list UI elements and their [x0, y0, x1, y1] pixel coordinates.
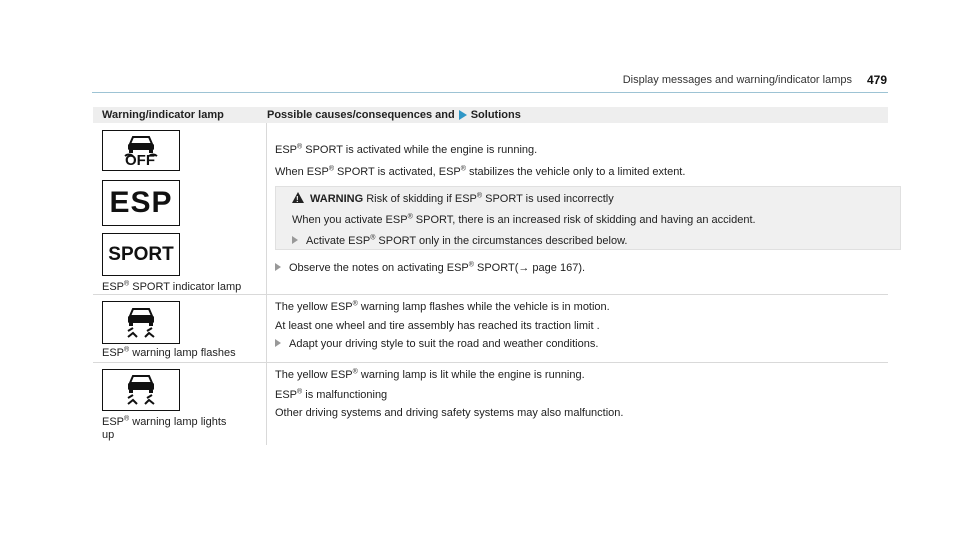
registered-mark: ®	[124, 346, 130, 354]
step-arrow-icon	[275, 339, 281, 347]
table-row	[93, 295, 888, 363]
cause-line	[275, 143, 537, 157]
registered-mark: ®	[328, 165, 334, 173]
col-header-causes-text: Possible causes/consequences and	[267, 109, 455, 121]
registered-mark: ®	[297, 143, 303, 151]
lamp-label-part: ESP	[102, 281, 125, 293]
col-header-solutions-text: Solutions	[470, 109, 521, 121]
registered-mark: ®	[468, 261, 474, 269]
text-part: SPORT is used incorrectly	[482, 193, 614, 205]
step-arrow-icon	[292, 236, 298, 244]
lamp-label	[102, 346, 236, 360]
causes-cell	[266, 363, 888, 445]
text-part: SPORT is activated, ESP	[333, 166, 461, 178]
text-part: warning lamp flashes while the vehicle is in motion.	[357, 301, 610, 313]
text-part: SPORT is activated while the engine is running.	[302, 144, 538, 156]
text-part: The yellow ESP	[275, 369, 353, 381]
lamp-label	[102, 280, 241, 294]
page-number: 479	[866, 73, 887, 87]
text-part: When ESP	[275, 166, 329, 178]
table-row	[93, 123, 888, 295]
solutions-arrow-icon	[459, 110, 467, 120]
lamp-label	[102, 415, 226, 429]
warning-box	[275, 186, 901, 250]
esp-warning-icon	[102, 301, 180, 344]
warning-step	[292, 234, 627, 248]
text-part: Risk of skidding if ESP	[366, 193, 477, 205]
sport-icon-text: SPORT	[108, 243, 174, 265]
lamp-cell	[93, 295, 266, 362]
registered-mark: ®	[352, 368, 358, 376]
text-part: stabilizes the vehicle only to a limited extent.	[465, 166, 686, 178]
warning-title: WARNING	[310, 193, 364, 205]
warning-line	[292, 213, 756, 227]
text-part: ESP	[275, 389, 298, 401]
table-header	[93, 107, 888, 123]
text-part: ).	[578, 262, 586, 274]
lamp-label-part: ESP	[102, 347, 125, 359]
esp-lamp-lit-icon	[102, 369, 180, 411]
esp-icon-text: ESP	[109, 186, 173, 219]
text-part: SPORT only in the circumstances described below.	[375, 235, 628, 247]
warning-triangle-icon	[292, 192, 304, 203]
text-part: SPORT, there is an increased risk of skidding and having an accident.	[412, 214, 756, 226]
registered-mark: ®	[476, 192, 483, 200]
text-part: SPORT(	[473, 262, 519, 274]
text-part: Activate ESP	[306, 235, 371, 247]
lamp-label-part: warning lamp lights	[129, 416, 227, 428]
lamp-cell	[93, 363, 266, 445]
cause-line	[275, 165, 685, 179]
lamp-cell	[93, 123, 266, 294]
lamp-label-cont: up	[102, 429, 115, 441]
text-part: warning lamp is lit while the engine is running.	[357, 369, 585, 381]
lamp-label-part: warning lamp flashes	[129, 347, 236, 359]
warning-lamp-table	[93, 107, 888, 445]
text-part: Adapt your driving style to suit the road and weather conditions.	[289, 338, 599, 350]
page-reference-link[interactable]: → page 167	[518, 262, 579, 274]
registered-mark: ®	[460, 165, 466, 173]
registered-mark: ®	[352, 300, 358, 308]
car-skid-glyph	[116, 371, 166, 409]
cause-line	[275, 388, 387, 402]
text-part: Observe the notes on activating ESP	[289, 262, 469, 274]
registered-mark: ®	[124, 415, 130, 423]
car-skid-glyph	[116, 304, 166, 342]
col-header-lamp: Warning/indicator lamp	[102, 109, 224, 121]
causes-cell	[266, 123, 888, 294]
header-divider	[92, 92, 888, 93]
lamp-label-part: SPORT indicator lamp	[129, 281, 242, 293]
warning-heading	[292, 192, 614, 206]
running-header-title: Display messages and warning/indicator lamps	[622, 74, 852, 86]
registered-mark: ®	[370, 234, 376, 242]
lamp-label-part: ESP	[102, 416, 125, 428]
cause-line	[275, 368, 585, 382]
esp-icon	[102, 180, 180, 226]
table-row	[93, 363, 888, 445]
text-part: The yellow ESP	[275, 301, 353, 313]
solution-step	[275, 337, 598, 351]
col-header-causes	[266, 109, 521, 121]
off-label: OFF	[125, 152, 155, 169]
esp-off-icon	[102, 130, 180, 171]
cause-line: At least one wheel and tire assembly has reached its traction limit .	[275, 320, 600, 332]
step-arrow-icon	[275, 263, 281, 271]
registered-mark: ®	[297, 388, 303, 396]
cause-line: Other driving systems and driving safety systems may also malfunction.	[275, 407, 624, 419]
sport-icon	[102, 233, 180, 276]
text-part: ESP	[275, 144, 298, 156]
text-part: When you activate ESP	[292, 214, 408, 226]
causes-cell	[266, 295, 888, 362]
text-part: is malfunctioning	[302, 389, 388, 401]
registered-mark: ®	[407, 213, 413, 221]
solution-step	[275, 261, 585, 275]
cause-line	[275, 300, 610, 314]
registered-mark: ®	[124, 280, 130, 288]
